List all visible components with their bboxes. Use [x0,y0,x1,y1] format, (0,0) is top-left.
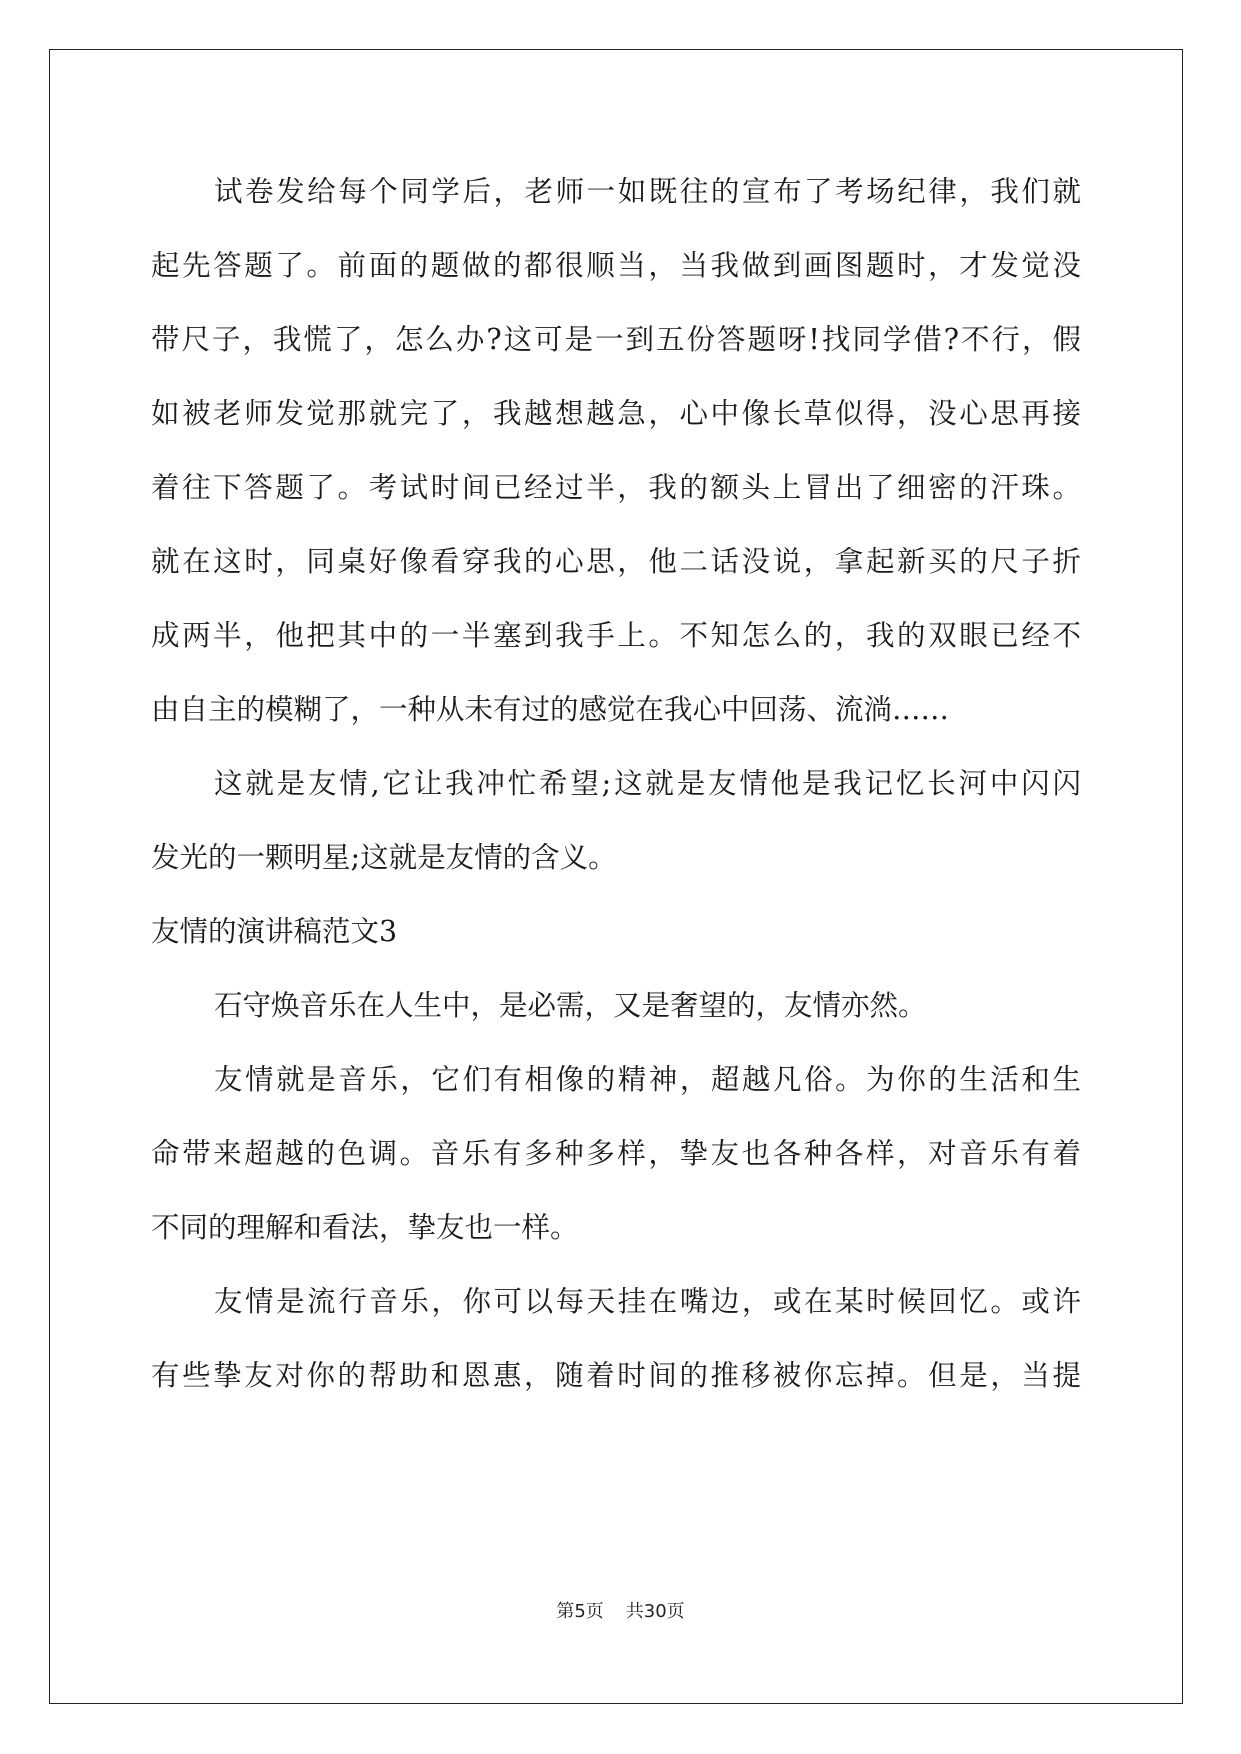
paragraph-line: 试卷发给每个同学后，老师一如既往的宣布了考场纪律，我们就 [214,175,1081,208]
section-heading: 友情的演讲稿范文3 [151,915,398,948]
paragraph-line: 如被老师发觉那就完了，我越想越急，心中像长草似得，没心思再接 [151,397,1081,430]
paragraph-line: 带尺子，我慌了，怎么办?这可是一到五份答题呀!找同学借?不行，假 [151,323,1081,356]
paragraph-line: 着往下答题了。考试时间已经过半，我的额头上冒出了细密的汗珠。 [151,471,1081,504]
paragraph-line: 这就是友情,它让我冲忙希望;这就是友情他是我记忆长河中闪闪 [214,767,1081,800]
footer-page-prefix: 第 [556,1601,575,1622]
footer-total-prefix: 共 [625,1601,644,1622]
footer-page-current: 5 [574,1601,586,1622]
paragraph-line: 有些挚友对你的帮助和恩惠，随着时间的推移被你忘掉。但是，当提 [151,1359,1081,1392]
footer-total-suffix: 页 [666,1601,685,1622]
paragraph-line: 就在这时，同桌好像看穿我的心思，他二话没说，拿起新买的尺子折 [151,545,1081,578]
paragraph-line: 石守焕音乐在人生中，是必需，又是奢望的，友情亦然。 [214,989,927,1022]
paragraph-line: 成两半，他把其中的一半塞到我手上。不知怎么的，我的双眼已经不 [151,619,1081,652]
paragraph-line: 友情就是音乐，它们有相像的精神，超越凡俗。为你的生活和生 [214,1063,1081,1096]
page-footer [0,1597,1241,1623]
paragraph-line: 友情是流行音乐，你可以每天挂在嘴边，或在某时候回忆。或许 [214,1285,1081,1318]
paragraph-line: 发光的一颗明星;这就是友情的含义。 [151,841,617,874]
footer-page-total: 30 [643,1601,667,1622]
footer-page-suffix: 页 [585,1601,604,1622]
paragraph-line: 起先答题了。前面的题做的都很顺当，当我做到画图题时，才发觉没 [151,249,1081,282]
paragraph-line: 命带来超越的色调。音乐有多种多样，挚友也各种各样，对音乐有着 [151,1137,1081,1170]
document-body [151,160,1081,1418]
paragraph-line: 由自主的模糊了，一种从未有过的感觉在我心中回荡、流淌…… [151,693,950,726]
paragraph-line: 不同的理解和看法，挚友也一样。 [151,1211,579,1244]
